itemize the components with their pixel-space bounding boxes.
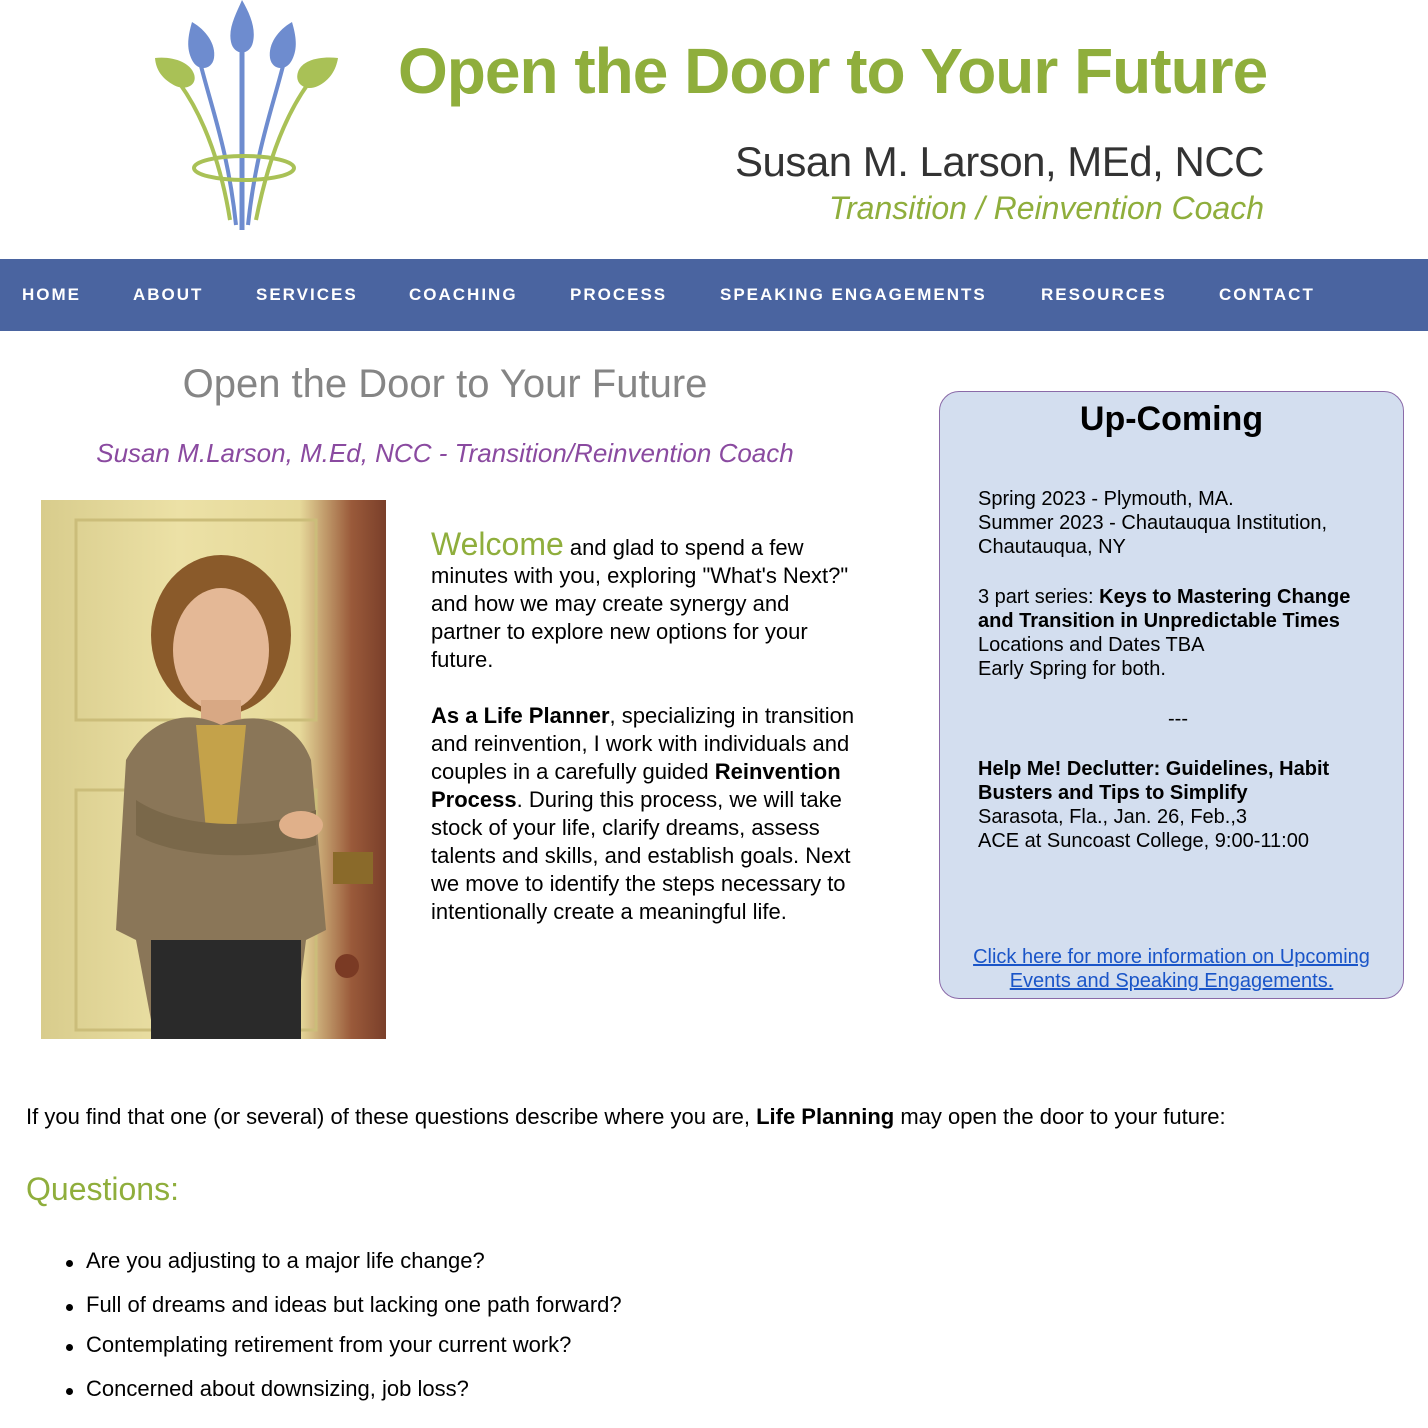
life-planner-text-b: . During this process, we will take stock of your life, clarify dreams, assess talents and skills, and establish goals. Next we move to identify the steps necessary to intentionally create a meaningful life. bbox=[431, 787, 851, 924]
upcoming-line-2: Summer 2023 - Chautauqua Institution, Chautauqua, NY bbox=[978, 512, 1328, 558]
nav-item-speaking-engagements[interactable]: SPEAKING ENGAGEMENTS bbox=[720, 285, 987, 304]
lead-text-b: may open the door to your future: bbox=[894, 1104, 1226, 1129]
upcoming-series bbox=[978, 585, 1378, 633]
nav-item-process[interactable]: PROCESS bbox=[570, 285, 668, 304]
main-nav bbox=[0, 259, 1428, 331]
list-item: Concerned about downsizing, job loss? bbox=[86, 1376, 469, 1401]
page-subtitle: Susan M.Larson, M.Ed, NCC - Transition/Reinvention Coach bbox=[96, 438, 794, 468]
welcome-paragraph bbox=[431, 526, 861, 674]
upcoming-title: Up-Coming bbox=[1079, 400, 1264, 438]
upcoming-line-1: Spring 2023 - Plymouth, MA. bbox=[978, 488, 1234, 510]
portrait-illustration bbox=[41, 500, 386, 1039]
series-title: Keys to Mastering Change and Transition in Unpredictable Times bbox=[978, 586, 1351, 632]
reinvention-process-bold: Reinvention Process bbox=[431, 759, 841, 812]
welcome-text: and glad to spend a few minutes with you, exploring "What's Next?" and how we may create synergy and partner to explore new options for your future. bbox=[431, 535, 849, 672]
nav-item-resources[interactable]: RESOURCES bbox=[1041, 285, 1167, 304]
declutter-location: Sarasota, Fla., Jan. 26, Feb.,3 bbox=[978, 806, 1248, 828]
welcome-word: Welcome bbox=[431, 526, 564, 562]
banner-role: Transition / Reinvention Coach bbox=[828, 190, 1264, 226]
list-item: Full of dreams and ideas but lacking one path forward? bbox=[86, 1292, 622, 1317]
series-prefix: 3 part series: bbox=[978, 586, 1100, 608]
banner-title: Open the Door to Your Future bbox=[398, 35, 1268, 107]
nav-item-coaching[interactable]: COACHING bbox=[409, 285, 518, 304]
list-item: Are you adjusting to a major life change? bbox=[86, 1248, 485, 1273]
lead-text-a: If you find that one (or several) of these questions describe where you are, bbox=[26, 1104, 757, 1129]
life-planner-bold: As a Life Planner bbox=[431, 703, 610, 728]
nav-item-contact[interactable]: CONTACT bbox=[1219, 285, 1315, 304]
life-planner-text-a: , specializing in transition and reinvention, I work with individuals and couples in a carefully guided bbox=[431, 703, 855, 784]
upcoming-events-link[interactable]: Click here for more information on Upcoming Events and Speaking Engagements. bbox=[973, 946, 1370, 992]
series-locations: Locations and Dates TBA bbox=[978, 634, 1205, 656]
banner-name: Susan M. Larson, MEd, NCC bbox=[734, 138, 1264, 185]
series-when: Early Spring for both. bbox=[978, 658, 1166, 680]
life-planning-lead bbox=[26, 1104, 1226, 1130]
nav-item-services[interactable]: SERVICES bbox=[256, 285, 358, 304]
declutter-title-text: Help Me! Declutter: Guidelines, Habit Busters and Tips to Simplify bbox=[978, 758, 1330, 804]
list-item: Contemplating retirement from your current work? bbox=[86, 1332, 572, 1357]
lead-bold: Life Planning bbox=[756, 1104, 895, 1129]
nav-item-home[interactable]: HOME bbox=[22, 285, 81, 304]
intro-text bbox=[431, 526, 861, 954]
upcoming-box bbox=[939, 391, 1404, 999]
portrait-photo bbox=[41, 500, 386, 1039]
life-planner-paragraph bbox=[431, 702, 861, 926]
upcoming-body bbox=[978, 487, 1378, 853]
nav-item-about[interactable]: ABOUT bbox=[133, 285, 204, 304]
page-title: Open the Door to Your Future bbox=[182, 362, 708, 406]
declutter-venue: ACE at Suncoast College, 9:00-11:00 bbox=[978, 830, 1309, 852]
questions-heading: Questions: bbox=[26, 1171, 179, 1207]
upcoming-separator: --- bbox=[1168, 708, 1188, 730]
fountain-logo-icon bbox=[150, 0, 345, 240]
header-banner bbox=[0, 0, 1428, 259]
declutter-title bbox=[978, 757, 1378, 805]
